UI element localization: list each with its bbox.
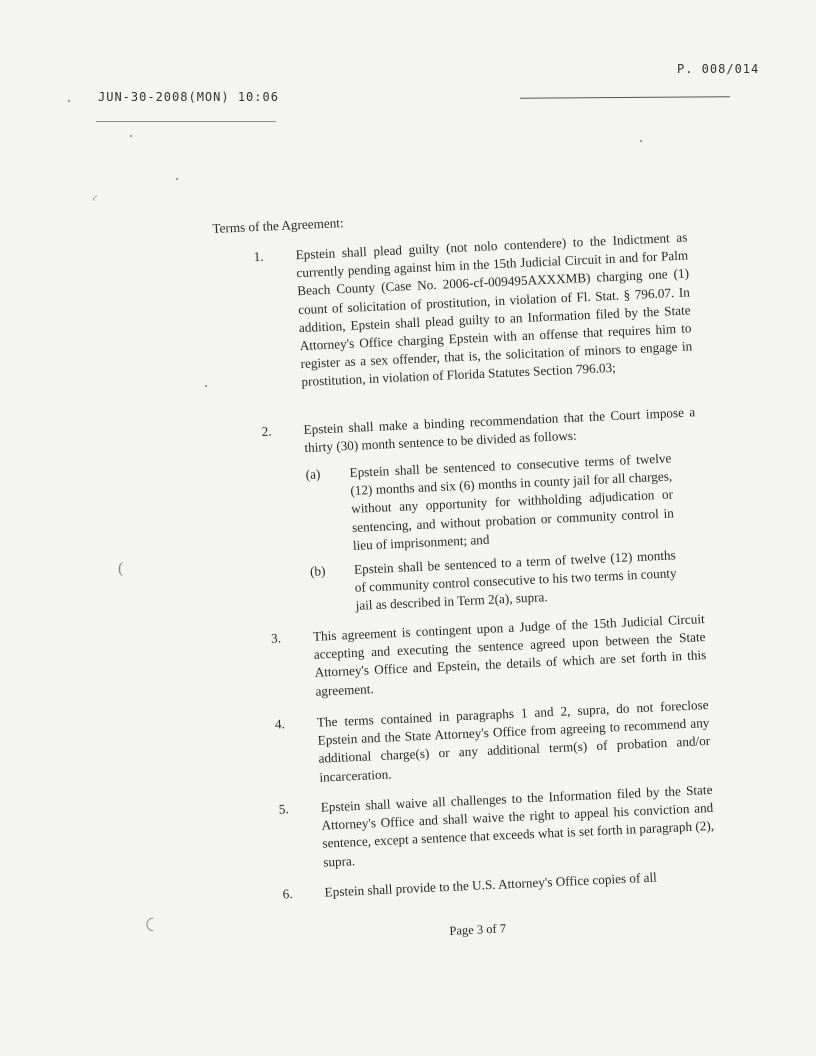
term-text: Epstein shall plead guilty (not nolo contendere) to the Indictment as currently pending against him in the 15th Judicial Circuit in and for Palm Beach County (Case No. 2006-cf-009495AXXXMB) charging one (1) count of solicitation of prostitution, in violation of Fl. Stat. § 796.07. In addition, Epstein shall plead guilty to an Information filed by the State Attorney's Office charging Epstein with an offense that requires him to register as a sex offender, that is, the solicitation of minors to engage in prostitution, in violation of Florida Statutes Section 796.03; [295,229,693,390]
term-text: This agreement is contingent upon a Judge of the 15th Judicial Circuit accepting and executing the sentence agreed upon between the State Attorney's Office and Epstein, the details of which are set forth in this agreement. [312,611,707,699]
scan-speck [205,385,207,387]
term-number: 1. [253,248,264,265]
scan-speck [176,178,178,180]
term-text: Epstein shall make a binding recommendation that the Court impose a thirty (30) month sentence to be divided as follows: [303,404,696,456]
term-text: The terms contained in paragraphs 1 and 2, supra, do not foreclose Epstein and the State Attorney's Office from agreeing to recommend any additional charge(s) or any additional term(s) of probation and/or incarceration. [316,696,711,785]
scan-speck [68,100,70,102]
term-text: Epstein shall waive all challenges to the Information filed by the State Attorney's Office and shall waive the right to appeal his conviction and sentence, except a sentence that exceeds what is set forth in paragraph (2), supra. [320,781,715,870]
subterm-letter: (b) [309,563,326,579]
term-number: 3. [270,630,282,646]
scan-mark: ⌐ [87,189,103,205]
fax-rule-right [520,96,730,98]
fax-page-indicator: P. 008/014 [677,62,760,76]
term-number: 2. [261,423,272,439]
agreement-page [212,197,715,938]
fax-rule-left [96,121,276,122]
subterm-text: Epstein shall be sentenced to consecutive terms of twelve (12) months and six (6) months in county jail for all charges, without any opportunity for withholding adjudication or sentencing, and without probation or community control in lieu of imprisonment; and [349,450,675,553]
term-text: Epstein shall provide to the U.S. Attorney's Office copies of all [324,869,658,900]
scan-speck [130,135,132,137]
fax-timestamp: JUN-30-2008(MON) 10:06 [98,90,279,104]
page-number: Page 3 of 7 [449,921,507,938]
term-number: 4. [274,716,286,732]
punch-hole-mark: ◡ [144,916,165,933]
term-number: 6. [282,886,293,902]
punch-hole-mark: ( [118,560,124,577]
subterm-text: Epstein shall be sentenced to a term of twelve (12) months of community control consecutive to his two terms in county jail as described in Term 2(a), supra. [353,547,677,614]
scan-speck [640,140,642,142]
section-heading: Terms of the Agreement: [212,215,344,236]
term-number: 5. [278,801,290,817]
subterm-letter: (a) [305,466,321,483]
